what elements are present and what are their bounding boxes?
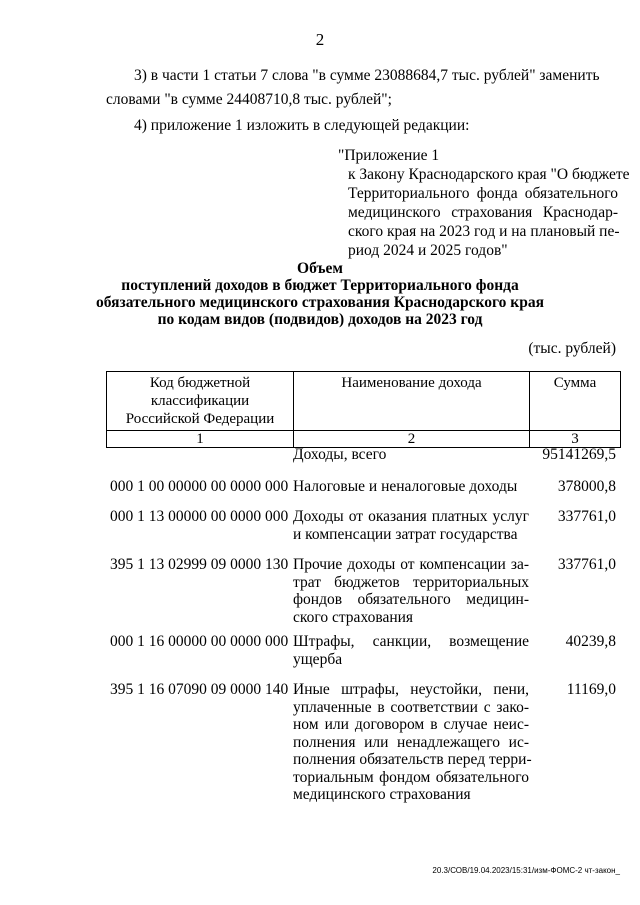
- appendix-line: ского края на 2023 год и на плановый пе-: [348, 223, 620, 240]
- income-name-line: ущерба: [293, 650, 343, 668]
- income-name-line: Иные штрафы, неустойки, пени,: [293, 681, 529, 698]
- appendix-line: Территориального фонда обязательного: [348, 185, 618, 202]
- table-header-row: [107, 372, 621, 431]
- table-row: [293, 508, 529, 543]
- income-name-line: ном или договором в случае неис-: [293, 716, 529, 733]
- document-title-line-1: Объем: [297, 260, 343, 277]
- document-title-line-4: по кодам видов (подвидов) доходов на 2023 год: [157, 311, 483, 328]
- document-title-line-2: поступлений доходов в бюджет Территориального фонда: [121, 277, 519, 294]
- income-sum: 337761,0: [557, 556, 616, 573]
- income-name-line: ториальным фондом обязательного: [293, 768, 529, 786]
- page-number: 2: [315, 30, 325, 49]
- income-sum: 40239,8: [565, 633, 616, 650]
- income-name-line: уплаченные в соответствии с зако-: [293, 698, 529, 716]
- income-name-line: полнения или ненадлежащего ис-: [293, 733, 529, 751]
- income-name-line: фондов обязательного медицин-: [293, 591, 529, 608]
- income-code: 000 1 00 00000 00 0000 000: [110, 478, 289, 495]
- income-name-line: Штрафы, санкции, возмещение: [293, 633, 529, 650]
- column-number-2: 2: [294, 431, 530, 448]
- header-sum-label: Сумма: [553, 375, 597, 391]
- table-row: [293, 681, 532, 804]
- header-code-line: Код бюджетной: [149, 375, 251, 391]
- income-code: 395 1 16 07090 09 0000 140: [110, 681, 289, 698]
- units-label: (тыс. рублей): [528, 340, 616, 357]
- header-code-line: Российской Федерации: [125, 411, 275, 427]
- header-code-cell: [107, 372, 294, 431]
- table-row: [293, 478, 529, 496]
- income-sum: 337761,0: [557, 508, 616, 525]
- appendix-line: риод 2024 и 2025 годов": [348, 242, 508, 259]
- income-name-line: и компенсации затрат государства: [293, 525, 518, 543]
- income-name-line: трат бюджетов территориальных: [293, 573, 529, 591]
- table-number-row: [107, 431, 621, 448]
- paragraph-3-line-2: словами "в сумме 24408710,8 тыс. рублей";: [106, 91, 392, 108]
- document-title-line-3: обязательного медицинского страхования Краснодарского края: [96, 294, 544, 311]
- paragraph-4: 4) приложение 1 изложить в следующей редакции:: [134, 117, 470, 134]
- appendix-line: к Закону Краснодарского края "О бюджете: [348, 166, 630, 183]
- income-code: 395 1 13 02999 09 0000 130: [110, 556, 289, 573]
- column-number-1: 1: [107, 431, 294, 448]
- appendix-line: "Приложение 1: [338, 147, 440, 164]
- income-code: 000 1 13 00000 00 0000 000: [110, 508, 289, 525]
- table-row: [293, 633, 529, 668]
- document-footer-code: 20.3/СОВ/19.04.2023/15:31/изм-ФОМС-2 чт-закон_: [432, 866, 620, 875]
- appendix-reference: [338, 146, 630, 260]
- header-code-line: классификации: [150, 393, 250, 409]
- income-name-line: медицинского страхования: [293, 786, 471, 803]
- income-table-header: [106, 371, 621, 448]
- paragraph-3-line-1: 3) в части 1 статьи 7 слова "в сумме 23088684,7 тыс. рублей" заменить: [134, 67, 600, 84]
- income-name-line: полнения обязательств перед терри-: [293, 751, 532, 768]
- income-name-line: Доходы от оказания платных услуг: [293, 508, 529, 525]
- income-sum: 378000,8: [557, 478, 616, 495]
- header-name-cell: [294, 372, 530, 431]
- income-name-line: Налоговые и неналоговые доходы: [293, 478, 518, 495]
- header-name-label: Наименование дохода: [341, 375, 482, 391]
- table-row: [293, 446, 529, 464]
- appendix-line: медицинского страхования Краснодар-: [348, 204, 618, 221]
- table-row: [293, 556, 529, 626]
- income-name-line: Доходы, всего: [293, 446, 387, 463]
- header-sum-cell: [530, 372, 621, 431]
- income-name-line: Прочие доходы от компенсации за-: [293, 556, 529, 573]
- income-sum: 95141269,5: [542, 446, 616, 463]
- income-code: 000 1 16 00000 00 0000 000: [110, 633, 289, 650]
- column-number-3: 3: [530, 431, 621, 448]
- income-sum: 11169,0: [566, 681, 616, 698]
- income-name-line: ского страхования: [293, 608, 414, 626]
